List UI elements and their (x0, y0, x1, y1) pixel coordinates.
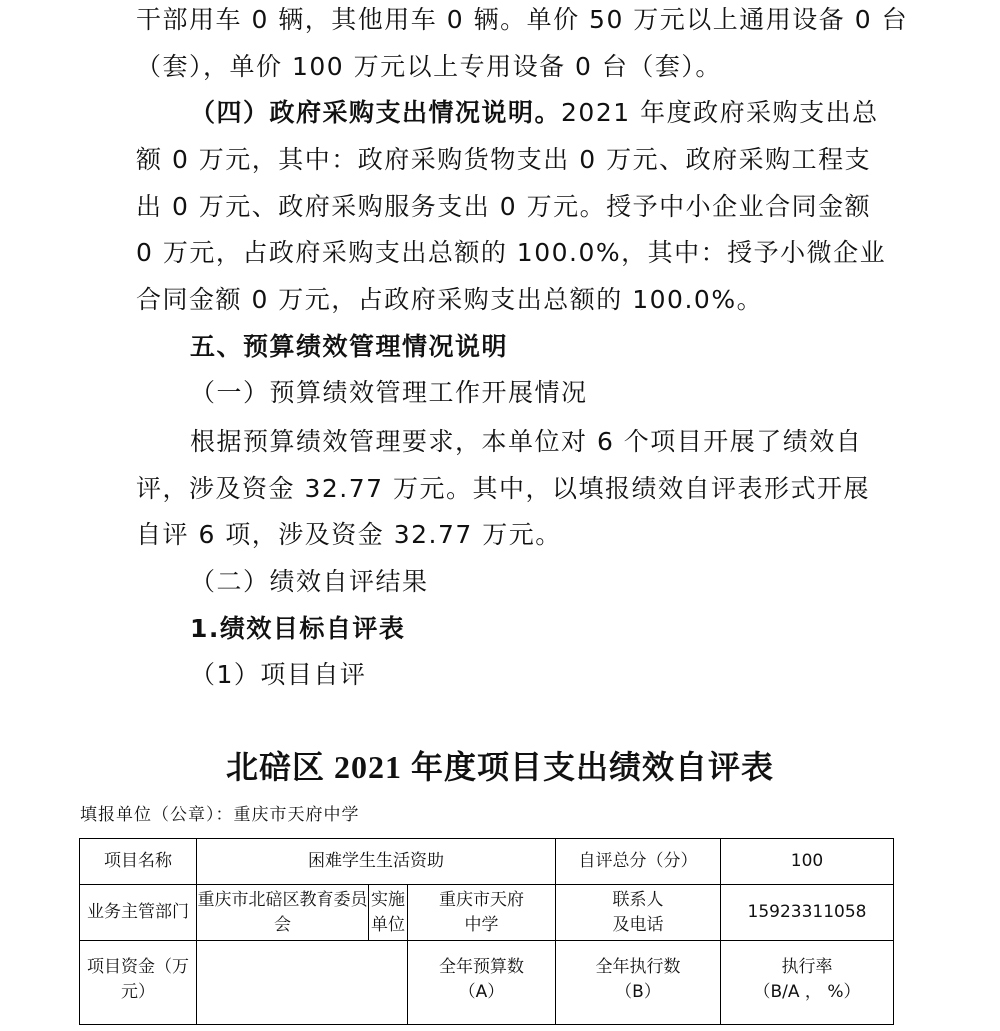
dept-value: 重庆市北碚区教育委员会 (197, 885, 369, 941)
subsection-heading: 1.绩效目标自评表 (190, 614, 406, 643)
exec-label-line: （B） (615, 982, 661, 1002)
impl-value-line: 中学 (464, 914, 499, 935)
paragraph-line: 额 0 万元，其中：政府采购货物支出 0 万元、政府采购工程支 (136, 145, 872, 174)
funds-label-line: 元） (121, 982, 155, 1002)
subsection-heading: （二）绩效自评结果 (190, 567, 429, 596)
table-row (80, 839, 894, 885)
contact-label (556, 885, 721, 941)
impl-label-line: 单位 (371, 914, 405, 935)
rate-label-line: （B/A ， %） (753, 982, 861, 1002)
paragraph-line: 根据预算绩效管理要求，本单位对 6 个项目开展了绩效自 (190, 427, 863, 456)
budget-label-line: （A） (458, 982, 505, 1002)
paragraph-line: 评，涉及资金 32.77 万元。其中，以填报绩效自评表形式开展 (136, 474, 870, 503)
subsection-heading: （一）预算绩效管理工作开展情况 (190, 378, 588, 407)
contact-value: 15923311058 (721, 885, 894, 941)
paragraph-line: 0 万元，占政府采购支出总额的 100.0%，其中：授予小微企业 (136, 238, 887, 267)
funds-label (80, 941, 197, 1025)
impl-value (408, 885, 556, 941)
subsection-heading: （1）项目自评 (190, 660, 367, 689)
rate-label-line: 执行率 (781, 957, 833, 977)
exec-label (556, 941, 721, 1025)
paragraph-text: 2021 年度政府采购支出总 (561, 98, 879, 127)
exec-label-line: 全年执行数 (595, 957, 681, 977)
paragraph-line: 干部用车 0 辆，其他用车 0 辆。单价 50 万元以上通用设备 0 台 (136, 5, 909, 34)
budget-label-line: 全年预算数 (439, 957, 524, 977)
contact-label-line: 联系人 (612, 889, 664, 910)
dept-label: 业务主管部门 (80, 885, 197, 941)
funds-empty-cell (197, 941, 408, 1025)
contact-label-line: 及电话 (612, 914, 664, 935)
paragraph-line: （套），单价 100 万元以上专用设备 0 台（套）。 (136, 52, 722, 81)
table-title: 北碚区 2021 年度项目支出绩效自评表 (225, 749, 774, 785)
budget-label (408, 941, 556, 1025)
score-value: 100 (721, 839, 894, 885)
paragraph-line: 合同金额 0 万元，占政府采购支出总额的 100.0%。 (136, 285, 764, 314)
impl-value-line: 重庆市天府 (439, 889, 524, 910)
impl-label-line: 实施 (371, 889, 405, 910)
paragraph-line: 出 0 万元、政府采购服务支出 0 万元。授予中小企业合同金额 (136, 192, 872, 221)
rate-label (721, 941, 894, 1025)
table-row (80, 941, 894, 1025)
section-heading: 五、预算绩效管理情况说明 (190, 332, 509, 361)
paragraph-line: 自评 6 项，涉及资金 32.77 万元。 (136, 520, 562, 549)
section-heading-inline: （四）政府采购支出情况说明。 (190, 98, 562, 127)
self-evaluation-table (79, 838, 894, 1025)
fill-unit-label: 填报单位（公章）：重庆市天府中学 (80, 805, 360, 825)
project-name-value: 困难学生生活资助 (197, 839, 556, 885)
project-name-label: 项目名称 (80, 839, 197, 885)
table-row (80, 885, 894, 941)
paragraph-line (0, 89, 1000, 136)
score-label: 自评总分（分） (556, 839, 721, 885)
funds-label-line: 项目资金（万 (87, 957, 189, 977)
impl-label (369, 885, 408, 941)
